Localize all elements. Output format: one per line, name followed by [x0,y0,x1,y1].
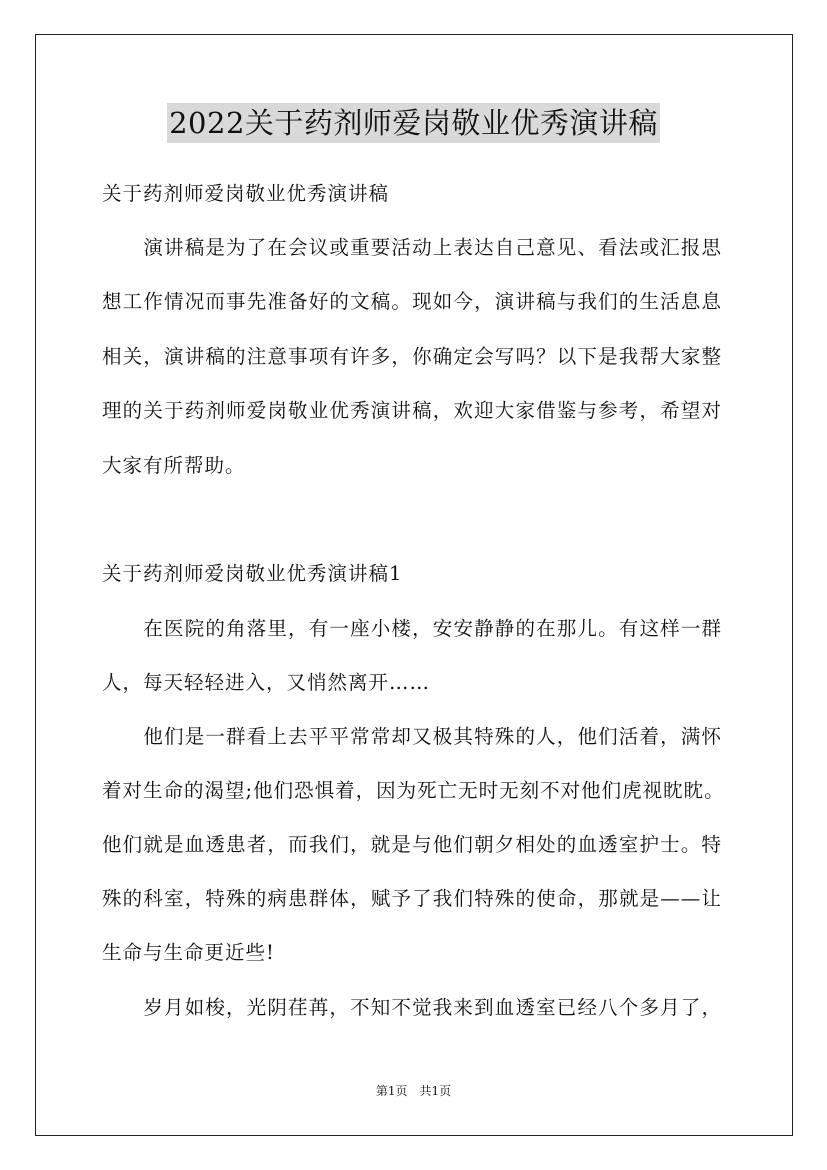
body-line: 他们就是血透患者，而我们，就是与他们朝夕相处的血透室护士。特 [102,833,722,856]
subtitle: 关于药剂师爱岗敬业优秀演讲稿 [102,182,390,205]
section-heading: 关于药剂师爱岗敬业优秀演讲稿1 [102,562,403,585]
intro-line: 演讲稿是为了在会议或重要活动上表达自己意见、看法或汇报思 [102,236,722,259]
intro-line: 理的关于药剂师爱岗敬业优秀演讲稿，欢迎大家借鉴与参考，希望对 [102,399,722,422]
body-line: 他们是一群看上去平平常常却又极其特殊的人，他们活着，满怀 [102,725,722,748]
intro-line: 相关，演讲稿的注意事项有许多，你确定会写吗？以下是我帮大家整 [102,345,722,368]
title-container [0,103,827,143]
body-line: 着对生命的渴望;他们恐惧着，因为死亡无时无刻不对他们虎视眈眈。 [102,779,725,802]
page-footer: 第1页 共1页 [375,1084,452,1098]
body-line: 生命与生命更近些! [102,941,275,964]
intro-line: 想工作情况而事先准备好的文稿。现如今，演讲稿与我们的生活息息 [102,290,722,313]
document-title: 2022关于药剂师爱岗敬业优秀演讲稿 [167,103,660,143]
body-line: 岁月如梭，光阴荏苒，不知不觉我来到血透室已经八个多月了， [102,996,722,1019]
body-line: 人，每天轻轻进入，又悄然离开…… [102,671,431,694]
body-line: 殊的科室，特殊的病患群体，赋予了我们特殊的使命，那就是——让 [102,887,722,910]
body-line: 在医院的角落里，有一座小楼，安安静静的在那儿。有这样一群 [102,617,722,640]
intro-line: 大家有所帮助。 [102,454,246,477]
